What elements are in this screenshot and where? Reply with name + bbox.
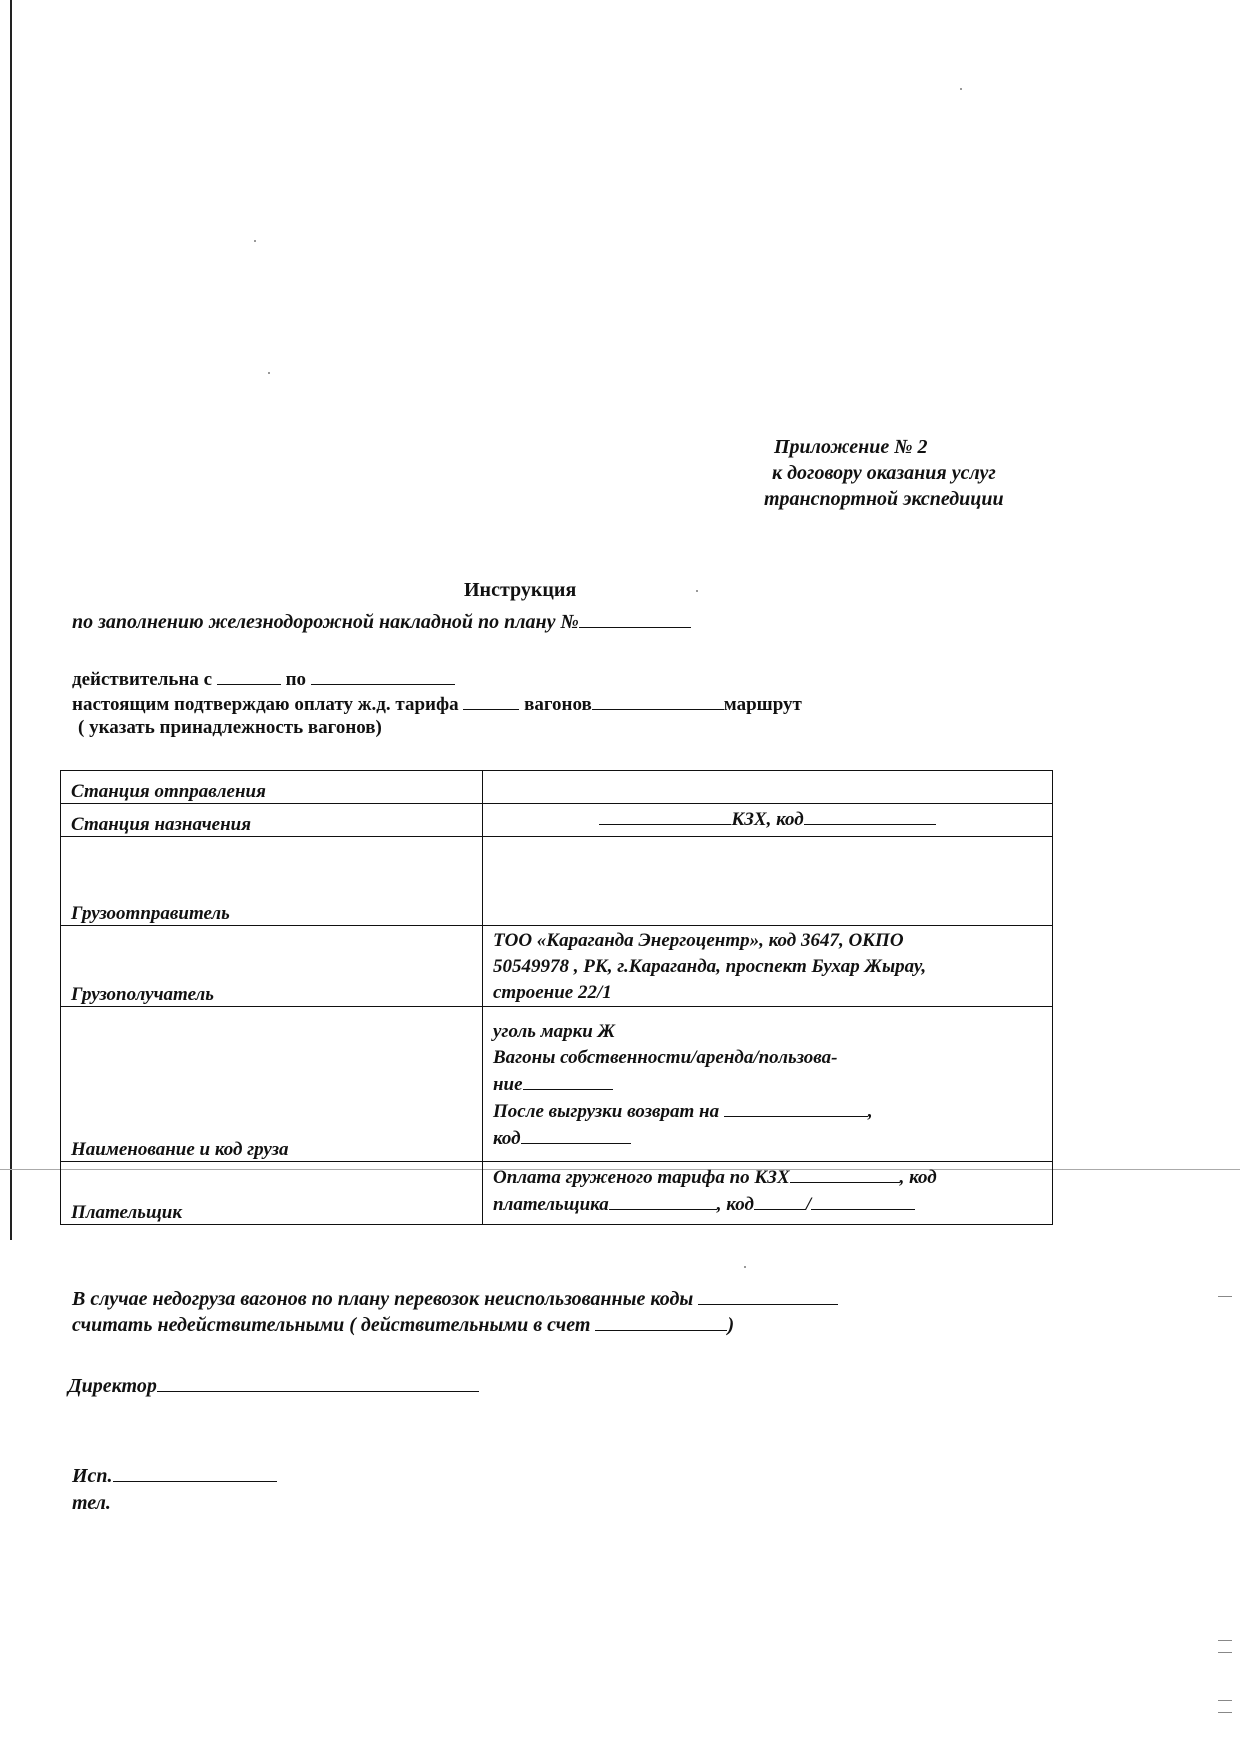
consignee-line: 50549978 , РК, г.Караганда, проспект Бухар Жырау, bbox=[493, 956, 927, 977]
plan-number-field[interactable] bbox=[579, 609, 691, 628]
validity-prefix: действительна с bbox=[72, 669, 213, 690]
scan-mark bbox=[1218, 1296, 1232, 1297]
cargo-line: После выгрузки возврат на , bbox=[493, 1098, 1042, 1125]
executor-field[interactable] bbox=[113, 1463, 277, 1482]
valid-to-field[interactable] bbox=[311, 666, 455, 685]
note-text: считать недействительными ( действительными в счет bbox=[72, 1314, 591, 1336]
return-station-field[interactable] bbox=[724, 1098, 868, 1117]
director-label: Директор bbox=[68, 1375, 157, 1397]
shipper-label: Грузоотправитель bbox=[61, 837, 483, 926]
departure-station-label: Станция отправления bbox=[61, 771, 483, 804]
route-label: маршрут bbox=[723, 694, 802, 715]
cargo-line bbox=[493, 1125, 1042, 1152]
subtitle-text: по заполнению железнодорожной накладной по плану № bbox=[72, 611, 579, 633]
executor-label: Исп. bbox=[72, 1465, 113, 1487]
executor-signature bbox=[72, 1463, 277, 1488]
cargo-line-text: ние bbox=[493, 1074, 523, 1095]
cargo-line-text: код bbox=[493, 1128, 521, 1149]
scan-mark bbox=[1218, 1652, 1232, 1653]
account-field[interactable] bbox=[595, 1312, 727, 1331]
director-signature-field[interactable] bbox=[157, 1373, 479, 1392]
table-row bbox=[61, 926, 1053, 1007]
validity-line bbox=[72, 666, 455, 691]
cargo-label: Наименование и код груза bbox=[61, 1007, 483, 1162]
destination-code-label: КЗХ, код bbox=[731, 809, 804, 830]
cargo-value bbox=[483, 1007, 1053, 1162]
departure-station-field[interactable] bbox=[483, 771, 1053, 804]
scan-mark bbox=[1218, 1712, 1232, 1713]
scan-speck bbox=[268, 372, 270, 374]
document-subtitle bbox=[72, 609, 691, 634]
ownership-field[interactable] bbox=[523, 1071, 613, 1090]
table-row bbox=[61, 837, 1053, 926]
wagons-field[interactable] bbox=[592, 691, 724, 710]
table-row bbox=[61, 804, 1053, 837]
cargo-line: уголь марки Ж bbox=[493, 1021, 616, 1042]
waybill-form-table bbox=[60, 770, 1053, 1225]
payer-code-field[interactable] bbox=[754, 1191, 806, 1210]
payment-prefix: настоящим подтверждаю оплату ж.д. тарифа bbox=[72, 694, 459, 715]
table-row bbox=[61, 1007, 1053, 1162]
validity-to-label: по bbox=[285, 669, 307, 690]
destination-code-field[interactable] bbox=[804, 806, 936, 825]
scan-speck bbox=[254, 240, 256, 242]
cargo-line-text: После выгрузки возврат на bbox=[493, 1101, 720, 1122]
scan-edge bbox=[10, 0, 12, 1240]
valid-from-field[interactable] bbox=[217, 666, 281, 685]
scan-mark bbox=[1218, 1640, 1232, 1641]
consignee-line: ТОО «Караганда Энергоцентр», код 3647, ОКПО bbox=[493, 930, 904, 951]
table-row bbox=[61, 1162, 1053, 1225]
phone-label: тел. bbox=[72, 1492, 111, 1514]
payer-value bbox=[483, 1162, 1053, 1225]
payment-line bbox=[72, 691, 802, 716]
cargo-line bbox=[493, 1071, 1042, 1098]
scan-speck bbox=[960, 88, 962, 90]
payer-line-text: / bbox=[805, 1194, 812, 1215]
wagons-label: вагонов bbox=[524, 694, 592, 715]
destination-station-field[interactable] bbox=[483, 804, 1053, 837]
appendix-line-2: к договору оказания услуг bbox=[772, 462, 996, 484]
consignee-value bbox=[483, 926, 1053, 1007]
underload-note-line-2 bbox=[72, 1312, 734, 1337]
underload-note-line-1 bbox=[72, 1286, 838, 1311]
director-signature bbox=[68, 1373, 479, 1398]
payer-line-text: Оплата груженого тарифа по КЗХ bbox=[493, 1167, 790, 1188]
note-text: В случае недогруза вагонов по плану перевозок неиспользованные коды bbox=[72, 1288, 694, 1310]
payer-line-text: , код bbox=[899, 1167, 937, 1188]
payer-line-text: , код bbox=[716, 1194, 754, 1215]
appendix-line-1: Приложение № 2 bbox=[774, 436, 928, 458]
cargo-line: Вагоны собственности/аренда/пользова- bbox=[493, 1047, 838, 1068]
payer-label: Плательщик bbox=[61, 1162, 483, 1225]
return-code-field[interactable] bbox=[521, 1125, 631, 1144]
appendix-line-3: транспортной экспедиции bbox=[764, 488, 1004, 510]
payer-code-field-2[interactable] bbox=[811, 1191, 915, 1210]
destination-station-label: Станция назначения bbox=[61, 804, 483, 837]
payer-field[interactable] bbox=[609, 1191, 717, 1210]
wagon-ownership-note: ( указать принадлежность вагонов) bbox=[78, 717, 382, 738]
document-title: Инструкция bbox=[464, 579, 577, 601]
appendix-header bbox=[764, 434, 1064, 512]
unused-codes-field[interactable] bbox=[698, 1286, 838, 1305]
wagon-count-field[interactable] bbox=[463, 691, 519, 710]
payer-line bbox=[493, 1191, 1042, 1218]
payer-line-text: плательщика bbox=[493, 1194, 609, 1215]
payer-line bbox=[493, 1164, 1042, 1191]
table-row bbox=[61, 771, 1053, 804]
consignee-label: Грузополучатель bbox=[61, 926, 483, 1007]
destination-blank[interactable] bbox=[599, 806, 731, 825]
payer-tariff-field[interactable] bbox=[790, 1164, 900, 1183]
consignee-line: строение 22/1 bbox=[493, 982, 612, 1003]
scan-mark bbox=[1218, 1700, 1232, 1701]
scan-speck bbox=[744, 1266, 746, 1268]
note-text: ) bbox=[727, 1314, 735, 1336]
shipper-field[interactable] bbox=[483, 837, 1053, 926]
scan-speck bbox=[696, 590, 698, 592]
